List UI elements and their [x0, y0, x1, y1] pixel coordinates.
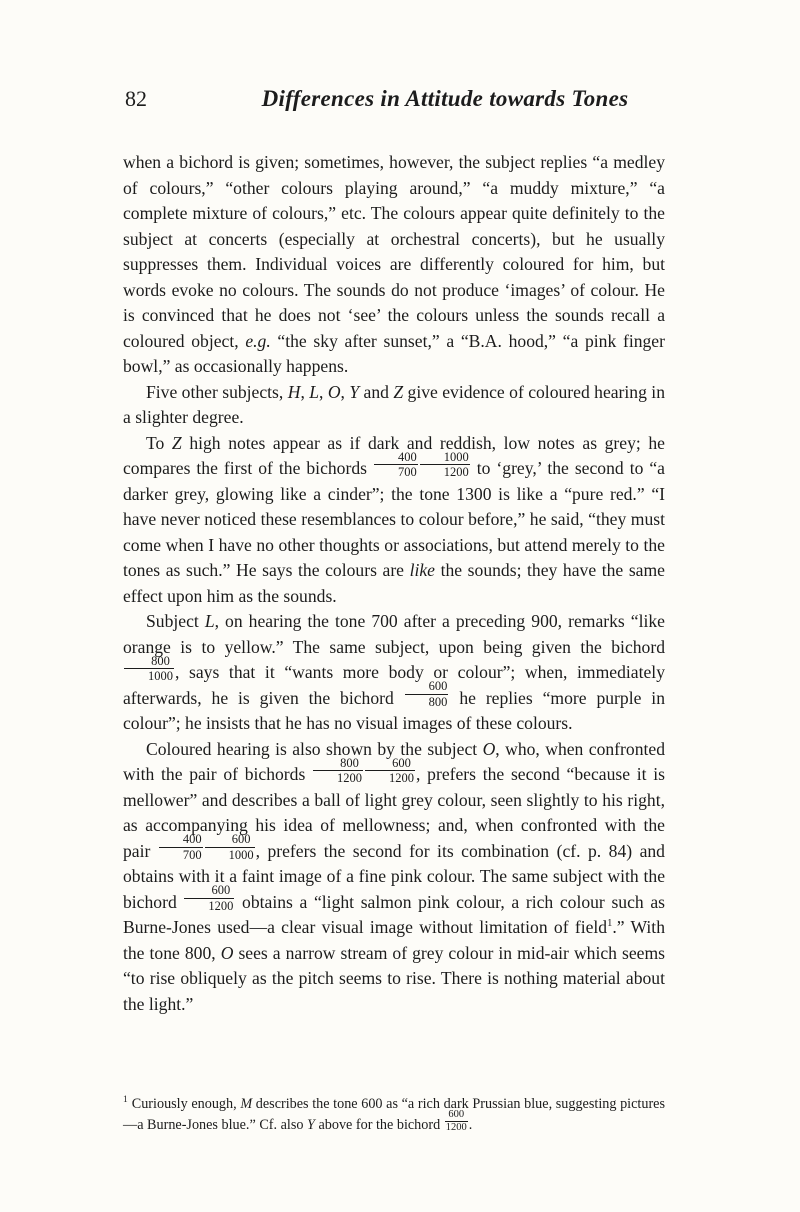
fraction — [205, 833, 255, 861]
text: Curiously enough, — [131, 1096, 241, 1112]
text: sees a narrow stream of grey colour in mid-air which seems “to rise obliquely as the pitch seems to rise. There is nothing material about the light.” — [123, 942, 665, 1014]
denominator: 1000 — [148, 669, 173, 684]
numerator: 600 — [184, 884, 234, 899]
page-header — [125, 86, 665, 120]
text: the sounds; they have the same effect upon him as the sounds. — [123, 560, 665, 606]
subject-letter: Z — [171, 432, 182, 453]
denominator: 1000 — [228, 847, 254, 862]
subject-letter: O — [327, 381, 341, 402]
text: , — [300, 381, 310, 402]
text: to ‘grey,’ the second to “a darker grey, glowing like a cinder”; the tone 1300 is like a “pure red.” “I have never noticed these resemblances to colour before,” he said, “they must come when I have no other thoughts or associations, but attend merely to the tones as such.” He says the colours are — [123, 458, 665, 580]
denominator: 700 — [182, 847, 202, 862]
subject-letter: O — [220, 942, 234, 963]
paragraph-3 — [123, 431, 665, 610]
text: high notes appear as if dark and reddish, low notes as grey; he compares the first of the bichords — [123, 432, 665, 478]
numerator: 600 — [445, 1110, 468, 1123]
paragraph-4 — [123, 609, 665, 737]
text: Five other subjects, — [146, 381, 288, 402]
text: Coloured hearing is also shown by the subject — [146, 738, 483, 759]
paragraph-2 — [123, 380, 665, 431]
text: . — [468, 1117, 473, 1133]
subject-letter: L — [309, 381, 320, 402]
fraction — [184, 884, 234, 912]
text: , — [340, 381, 350, 402]
denominator: 700 — [397, 465, 417, 480]
text: , says that it “wants more body or colour”; when, immediately afterwards, he is given the bichord — [123, 662, 665, 708]
text: , prefers the second for its combination (cf. p. 84) and obtains with it a faint image of a fine pink colour. The same subject with the bichord — [123, 840, 665, 912]
paragraph-5 — [123, 737, 665, 1018]
text: , — [319, 381, 328, 402]
numerator: 600 — [365, 757, 415, 772]
italic-text: e.g. — [245, 330, 271, 351]
text: he replies “more purple in colour”; he insists that he has no visual images of these colours. — [123, 687, 665, 733]
fraction — [124, 655, 174, 683]
fraction — [420, 451, 470, 479]
footnote-mark: 1 — [123, 1095, 128, 1106]
subject-letter: O — [482, 738, 496, 759]
fraction — [445, 1110, 468, 1134]
denominator: 1200 — [389, 771, 415, 786]
text: “the sky after sunset,” a “B.A. hood,” “a pink finger bowl,” as occasionally happens. — [123, 330, 665, 376]
text: Subject — [146, 611, 205, 631]
denominator: 1200 — [208, 898, 234, 913]
italic-text: like — [409, 560, 435, 580]
running-title: Differences in Attitude towards Tones — [261, 86, 629, 111]
numerator: 800 — [124, 655, 174, 670]
text: , on hearing the tone 700 after a preceding 900, remarks “like orange is to yellow.” The same subject, upon being given the bichord — [123, 611, 665, 657]
text: obtains a “light salmon pink colour, a rich colour such as Burne-Jones used—a clear visual image without limitation of field — [123, 891, 665, 937]
footnote-reference[interactable]: 1 — [607, 918, 613, 930]
text: , who, when confronted with the pair of bichords — [123, 738, 665, 784]
subject-letter: H — [287, 381, 301, 402]
numerator: 800 — [313, 757, 363, 772]
subject-letter: Y — [349, 381, 360, 402]
text: , prefers the second “because it is mellower” and describes a ball of light grey colour, seen slightly to his right, as accompanying his idea of mellowness; and, when confronted with the pair — [123, 764, 665, 861]
text: describes the tone 600 as “a rich dark Prussian blue, suggesting pictures—a Burne-Jones blue.” Cf. also — [123, 1096, 665, 1133]
numerator: 400 — [159, 833, 203, 848]
page-number: 82 — [125, 86, 147, 111]
numerator: 400 — [374, 451, 418, 466]
numerator: 1000 — [420, 451, 470, 466]
text: To — [146, 432, 172, 453]
subject-letter: Y — [307, 1117, 315, 1133]
denominator: 1200 — [445, 1122, 467, 1134]
text: give evidence of coloured hearing in a slighter degree. — [123, 381, 665, 427]
text: and — [359, 381, 394, 402]
paragraph-1 — [123, 150, 665, 380]
numerator: 600 — [405, 680, 449, 695]
denominator: 800 — [428, 694, 448, 709]
fraction — [374, 451, 418, 479]
text: when a bichord is given; sometimes, however, the subject replies “a medley of colours,” “other colours playing around,” “a muddy mixture,” “a complete mixture of colours,” etc. The colours appear quite definitely to the subject at concerts (especially at orchestral concerts), but he usually suppresses them. Individual voices are differently coloured for him, but words evoke no colours. The sounds do not produce ‘images’ of colour. He is convinced that he does not ‘see’ the colours unless the sounds recall a coloured object, — [123, 152, 665, 351]
fraction — [365, 757, 415, 785]
denominator: 1200 — [337, 771, 363, 786]
fraction — [159, 833, 203, 861]
fraction — [405, 680, 449, 708]
footnote — [123, 1094, 665, 1136]
numerator: 600 — [205, 833, 255, 848]
denominator: 1200 — [443, 465, 469, 480]
fraction — [313, 757, 363, 785]
subject-letter: M — [240, 1096, 253, 1112]
text: above for the bichord — [314, 1117, 444, 1133]
body-text — [123, 150, 665, 1017]
text: .” With the tone 800, — [123, 917, 665, 963]
subject-letter: L — [204, 611, 215, 631]
subject-letter: Z — [393, 381, 404, 402]
